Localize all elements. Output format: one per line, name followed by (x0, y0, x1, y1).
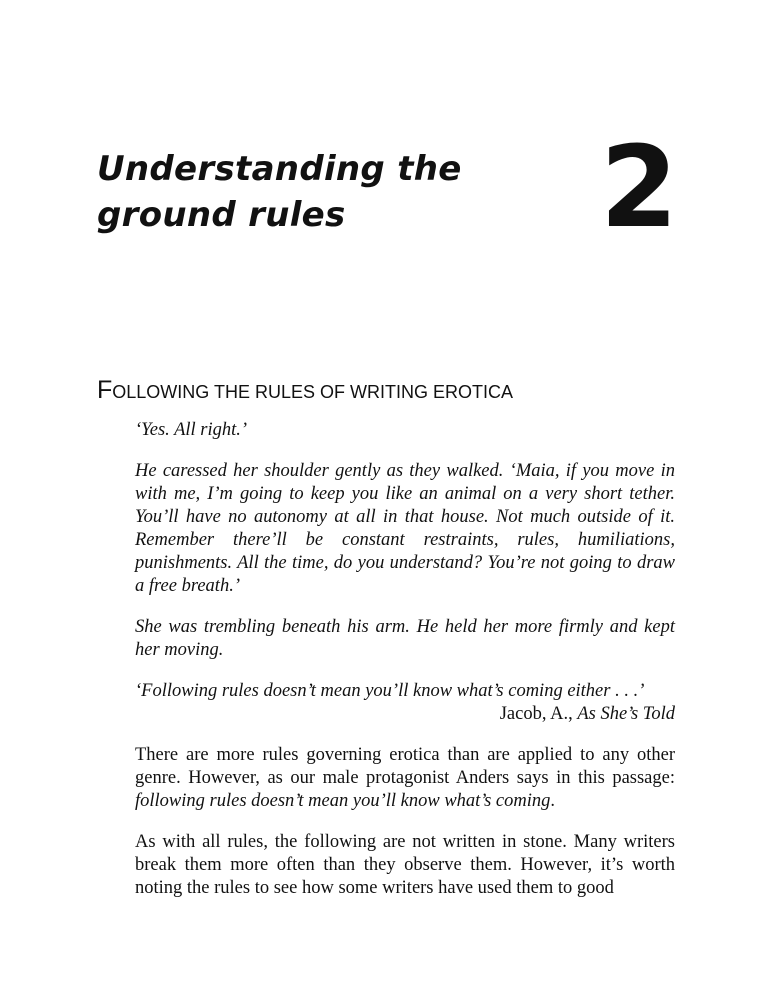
body-paragraph (135, 744, 675, 813)
body-text (135, 744, 675, 900)
chapter-title-line-2: ground rules (97, 195, 346, 235)
section-heading-text: OLLOWING THE RULES OF WRITING EROTICA (112, 382, 513, 402)
quote-citation (135, 703, 675, 726)
quote-paragraph: ‘Yes. All right.’ (135, 420, 248, 440)
quote-paragraph: ‘Following rules doesn’t mean you’ll know what’s coming either . . .’ (135, 681, 645, 701)
body-paragraph: As with all rules, the following are not written in stone. Many writers break them more often than they observe them. However, it’s worth noting the rules to see how some writers have used them to good (135, 832, 675, 898)
section-heading (97, 376, 513, 406)
page-content (135, 419, 675, 918)
chapter-title-line-1: Understanding the (97, 149, 462, 189)
chapter-title (97, 146, 462, 238)
citation-title: As She’s Told (577, 704, 675, 724)
epigraph-quote (135, 419, 675, 726)
section-heading-initial: F (97, 376, 113, 404)
quote-paragraph: She was trembling beneath his arm. He held her more firmly and kept her moving. (135, 617, 675, 660)
quote-paragraph: He caressed her shoulder gently as they walked. ‘Maia, if you move in with me, I’m going to keep you like an animal on a very short tether. You’ll have no autonomy at all in that house. Not much outside of it. Remember there’ll be constant restraints, rules, humiliations, punishments. All the time, do you understand? You’re not going to draw a free breath.’ (135, 461, 675, 596)
body-paragraph-1-text: There are more rules governing erotica than are applied to any other genre. However, as our male protagonist Anders says in this passage: (135, 745, 675, 788)
body-paragraph-1-end: . (550, 791, 555, 811)
chapter-number: 2 (600, 123, 678, 253)
body-paragraph-1-italic: following rules doesn’t mean you’ll know what’s coming (135, 791, 551, 811)
citation-author: Jacob, A., (499, 704, 578, 724)
